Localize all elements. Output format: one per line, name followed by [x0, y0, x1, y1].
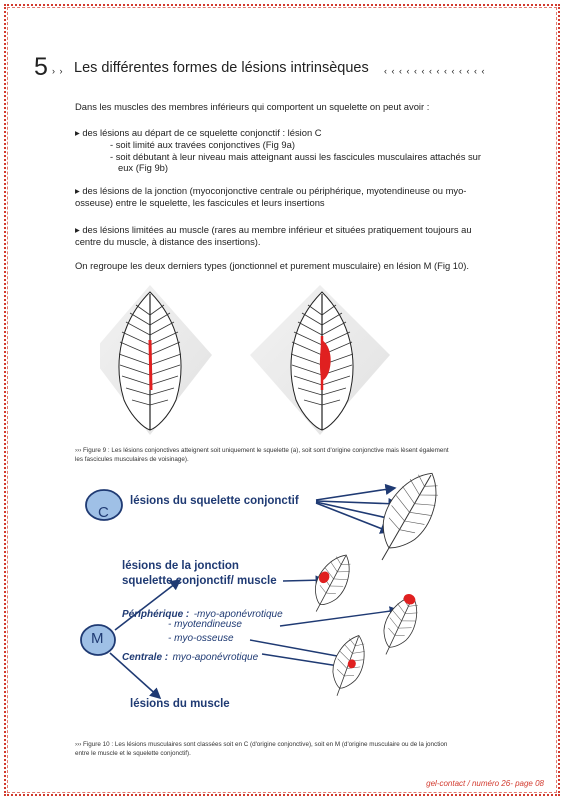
- peripheral-label: Périphérique :: [122, 609, 190, 620]
- central-row: [122, 647, 258, 665]
- figure10-caption-line1: ››› Figure 10 : Les lésions musculaires sont classées soit en C (d'origine conjonctive), soit en M (d'origine musculaire ou de la jonction: [75, 741, 448, 748]
- c-label: lésions du squelette conjonctif: [130, 495, 299, 507]
- item2a: [75, 185, 466, 197]
- item3b: centre du muscle, à distance des insertions).: [75, 236, 261, 247]
- c-letter: C: [98, 504, 109, 521]
- item1-sub1: - soit limité aux travées conjonctives (Fig 9a): [110, 139, 295, 150]
- muscle-label: lésions du muscle: [130, 698, 230, 710]
- bullet-icon: ▸: [75, 224, 80, 235]
- figure10-leaf-peripheral: [304, 548, 359, 618]
- junction-label-line2: squelette conjonctif/ muscle: [122, 575, 277, 587]
- item1: [75, 127, 322, 139]
- junction-label-line1: lésions de la jonction: [122, 560, 239, 572]
- item1-sub2a: - soit débutant à leur niveau mais atteignant aussi les fascicules musculaires attachés sur: [110, 151, 482, 162]
- caption-marker: ›››: [75, 741, 82, 748]
- item2b: osseuse) entre le squelette, les fascicules et leurs insertions: [75, 197, 325, 208]
- central-value: myo-aponévrotique: [172, 652, 259, 663]
- section-deco-right: ‹ ‹ ‹ ‹ ‹ ‹ ‹ ‹ ‹ ‹ ‹ ‹ ‹ ‹: [384, 66, 486, 76]
- page-footer: gel-contact / numéro 26- page 08: [426, 779, 544, 788]
- peripheral-value: -myo-aponévrotique: [193, 609, 283, 620]
- figure10-leaf-myotendinous: [373, 590, 426, 661]
- bullet-icon: ▸: [75, 185, 80, 196]
- figure10-illustration: [0, 470, 566, 730]
- section-number: 5: [34, 53, 48, 81]
- conclusion-paragraph: On regroupe les deux derniers types (jonctionnel et purement musculaire) en lésion M (Fig 10).: [75, 260, 469, 271]
- central-label: Centrale :: [122, 652, 169, 663]
- myoosseous-label: - myo-osseuse: [168, 633, 234, 644]
- figure9-caption-line1: ››› Figure 9 : Les lésions conjonctives atteignent soit uniquement le squelette (a), soit sont d'origine conjonctive mais lèsent également: [75, 447, 449, 454]
- caption-marker: ›››: [75, 447, 82, 454]
- m-letter: M: [91, 630, 104, 647]
- figure10-leaf-large: [363, 470, 450, 571]
- figure10-caption-line2: entre le muscle et le squelette conjonctif).: [75, 750, 191, 757]
- item3a: [75, 224, 472, 236]
- figure9-illustration: [100, 285, 460, 445]
- myotendinous-label: - myotendineuse: [168, 619, 242, 630]
- item2-text: des lésions de la jonction (myoconjonctive centrale ou périphérique, myotendineuse ou myo-: [82, 185, 467, 196]
- section-title: Les différentes formes de lésions intrinsèques: [74, 60, 369, 76]
- section-deco-left: › ›: [52, 66, 64, 76]
- item1-sub2b: eux (Fig 9b): [118, 162, 169, 173]
- item1-text: des lésions au départ de ce squelette conjonctif : lésion C: [82, 127, 322, 138]
- intro-paragraph: Dans les muscles des membres inférieurs qui comportent un squelette on peut avoir :: [75, 101, 430, 112]
- figure10-leaf-central: [324, 631, 372, 701]
- item3-text: des lésions limitées au muscle (rares au membre inférieur et situées pratiquement toujours au: [82, 224, 472, 235]
- bullet-icon: ▸: [75, 127, 80, 138]
- figure9-caption-line2: les fascicules musculaires de voisinage).: [75, 456, 189, 463]
